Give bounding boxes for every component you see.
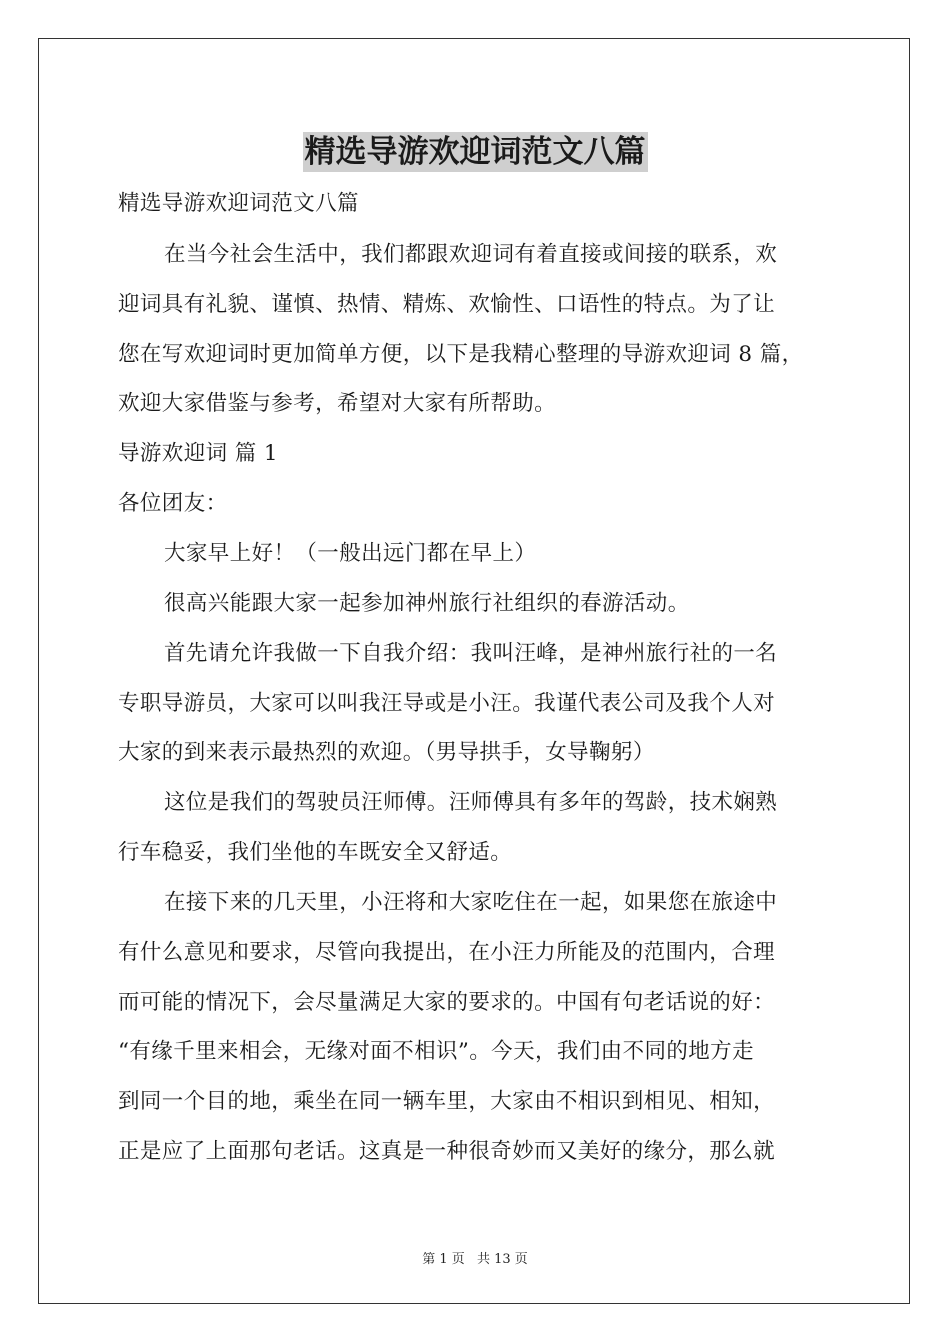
text-line: 大家早上好！（一般出远门都在早上） [164,541,537,566]
text-line: 这位是我们的驾驶员汪师傅。汪师傅具有多年的驾龄，技术娴熟 [164,790,778,815]
text-line: 欢迎大家借鉴与参考，希望对大家有所帮助。 [118,391,557,416]
text-line: 行车稳妥，我们坐他的车既安全又舒适。 [118,840,513,865]
text-line: 正是应了上面那句老话。这真是一种很奇妙而又美好的缘分，那么就 [118,1139,776,1164]
page-number: 第 1 页 [422,1252,465,1267]
page-total: 共 13 页 [476,1252,528,1267]
page-footer [0,1248,950,1267]
text-line: 有什么意见和要求，尽管向我提出，在小汪力所能及的范围内，合理 [118,940,776,965]
text-line: 而可能的情况下，会尽量满足大家的要求的。中国有句老话说的好： [118,990,776,1015]
text-line: 各位团友： [118,491,228,516]
text-line: 您在写欢迎词时更加简单方便，以下是我精心整理的导游欢迎词 8 篇， [118,342,804,367]
text-line: 在接下来的几天里，小汪将和大家吃住在一起，如果您在旅途中 [164,890,778,915]
document-title [0,126,950,171]
text-line: 首先请允许我做一下自我介绍：我叫汪峰，是神州旅行社的一名 [164,641,778,666]
text-line: 在当今社会生活中，我们都跟欢迎词有着直接或间接的联系，欢 [164,242,778,267]
text-line: 到同一个目的地，乘坐在同一辆车里，大家由不相识到相见、相知， [118,1089,776,1114]
text-line: “有缘千里来相会，无缘对面不相识”。今天，我们由不同的地方走 [118,1039,754,1064]
title-text: 精选导游欢迎词范文八篇 [304,134,646,170]
text-line: 很高兴能跟大家一起参加神州旅行社组织的春游活动。 [164,591,690,616]
text-line: 大家的到来表示最热烈的欢迎。（男导拱手，女导鞠躬） [118,740,655,765]
section-heading: 导游欢迎词 篇 1 [118,441,278,466]
text-line-subtitle: 精选导游欢迎词范文八篇 [118,191,359,216]
text-line: 专职导游员，大家可以叫我汪导或是小汪。我谨代表公司及我个人对 [118,691,776,716]
text-line: 迎词具有礼貌、谨慎、热情、精炼、欢愉性、口语性的特点。为了让 [118,292,776,317]
